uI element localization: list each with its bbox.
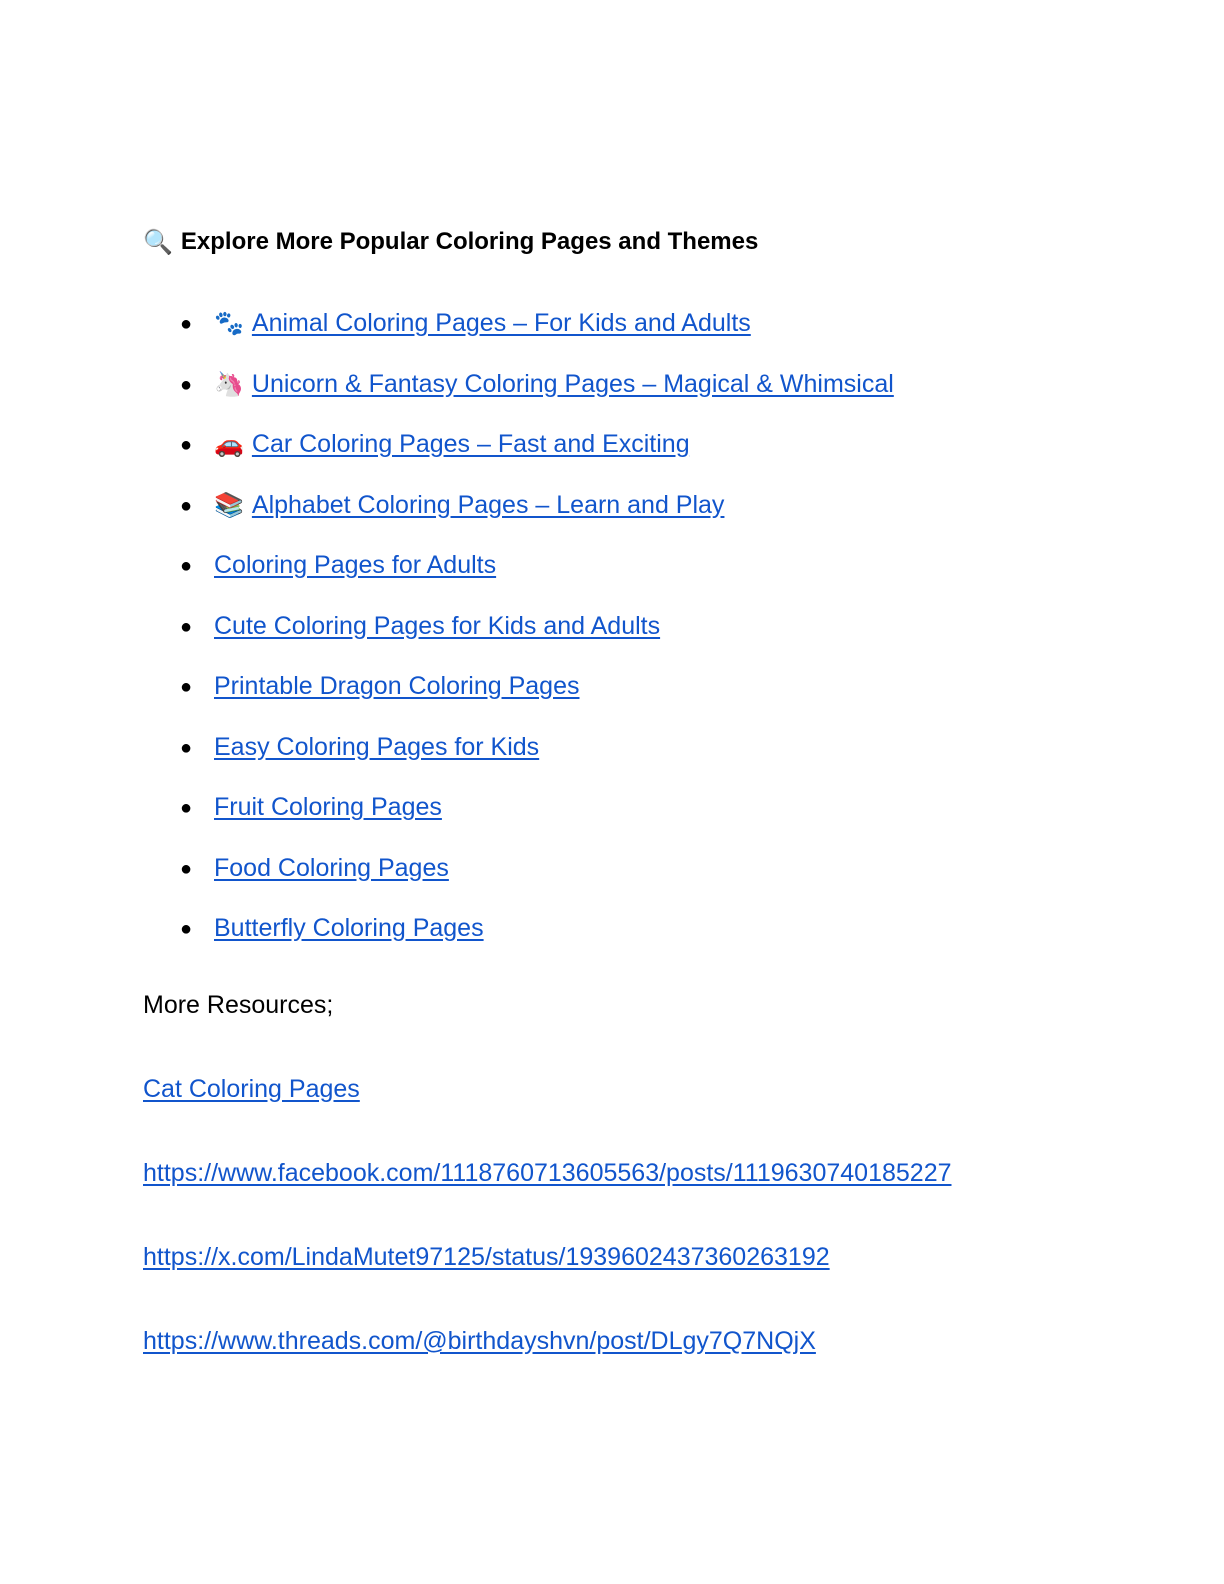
link-fruit-coloring-pages[interactable]: Fruit Coloring Pages [214,793,442,821]
more-resources-label: More Resources; [143,990,334,1019]
bullet: ● [180,615,193,638]
link-threads-post[interactable]: https://www.threads.com/@birthdayshvn/post/DLgy7Q7NQjX [143,1326,816,1355]
paw-prints-icon: 🐾 [214,309,244,337]
bullet: ● [180,373,193,396]
bullet: ● [180,918,193,940]
bullet: ● [180,494,193,517]
list-item [143,306,1143,367]
list-item [143,851,1143,912]
bullet: ● [180,797,193,819]
link-coloring-pages-for-adults[interactable]: Coloring Pages for Adults [214,551,497,579]
list-item [143,609,1143,670]
books-icon: 📚 [214,490,244,519]
list-item [143,911,1143,972]
section-heading-text: Explore More Popular Coloring Pages and Themes [180,228,759,255]
magnifying-glass-icon: 🔍 [143,228,173,256]
link-food-coloring-pages[interactable]: Food Coloring Pages [214,853,449,882]
list-item [143,488,1143,549]
car-icon: 🚗 [214,430,244,458]
section-heading [143,222,1143,262]
unicorn-icon: 🦄 [214,369,244,398]
list-item [143,669,1143,730]
link-facebook-post[interactable]: https://www.facebook.com/1118760713605563/posts/1119630740185227 [143,1158,952,1187]
list-item [143,790,1143,851]
bullet: ● [180,736,193,759]
link-dragon-coloring-pages[interactable]: Printable Dragon Coloring Pages [214,672,580,700]
coloring-pages-list [143,306,1143,972]
bullet: ● [180,313,193,335]
bullet: ● [180,555,193,577]
list-item [143,548,1143,609]
link-car-coloring-pages[interactable]: Car Coloring Pages – Fast and Exciting [251,430,690,458]
link-alphabet-coloring-pages[interactable]: Alphabet Coloring Pages – Learn and Play [251,490,725,519]
list-item [143,730,1143,791]
bullet: ● [180,434,193,456]
list-item [143,427,1143,488]
link-animal-coloring-pages[interactable]: Animal Coloring Pages – For Kids and Adults [251,309,751,337]
link-cat-coloring-pages[interactable]: Cat Coloring Pages [143,1074,360,1103]
bullet: ● [180,676,193,698]
list-item [143,367,1143,428]
link-x-status[interactable]: https://x.com/LindaMutet97125/status/1939602437360263192 [143,1242,830,1271]
document-page [143,222,1143,1358]
bullet: ● [180,857,193,880]
link-butterfly-coloring-pages[interactable]: Butterfly Coloring Pages [214,914,484,942]
link-cute-coloring-pages[interactable]: Cute Coloring Pages for Kids and Adults [214,611,661,640]
link-unicorn-fantasy-coloring-pages[interactable]: Unicorn & Fantasy Coloring Pages – Magical & Whimsical [251,369,894,398]
link-easy-coloring-pages[interactable]: Easy Coloring Pages for Kids [214,732,540,761]
